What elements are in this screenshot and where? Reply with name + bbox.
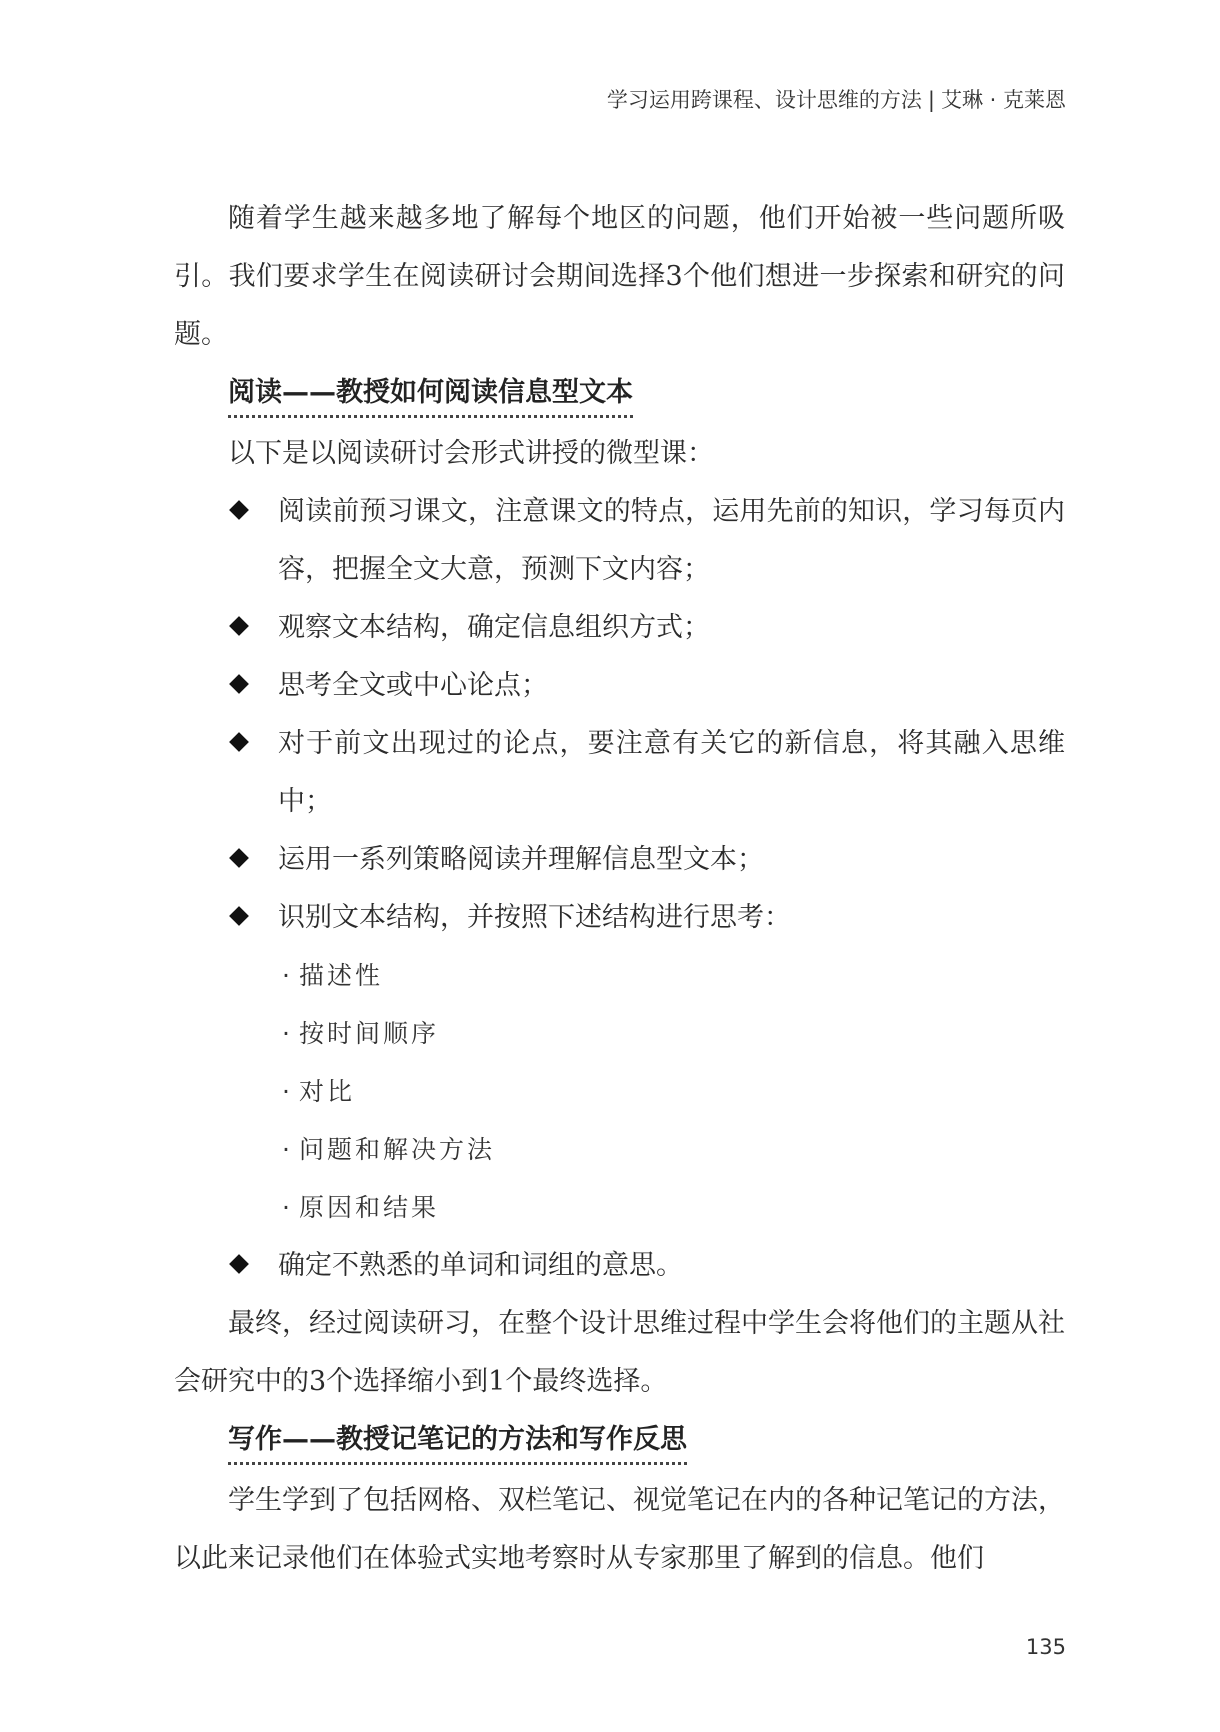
bullet-item (174, 599, 1065, 657)
bullet-item (174, 1237, 1065, 1295)
running-header (607, 84, 1066, 114)
sub-list-item (174, 947, 1065, 1005)
diamond-bullet-icon (229, 616, 249, 636)
bullet-text: 思考全文或中心论点； (278, 670, 548, 701)
paragraph-intro: 随着学生越来越多地了解每个地区的问题，他们开始被一些问题所吸引。我们要求学生在阅读研讨会期间选择3个他们想进一步探索和研究的问题。 (174, 203, 1065, 350)
sub-list-item (174, 1179, 1065, 1237)
sub-marker: · (282, 1077, 293, 1106)
sub-marker: · (282, 1019, 293, 1048)
reading-bullet-list (174, 483, 1065, 947)
diamond-bullet-icon (229, 500, 249, 520)
paragraph-writing: 学生学到了包括网格、双栏笔记、视觉笔记在内的各种记笔记的方法，以此来记录他们在体验式实地考察时从专家那里了解到的信息。他们 (174, 1485, 1065, 1574)
diamond-bullet-icon (229, 1254, 249, 1274)
bullet-text: 对于前文出现过的论点，要注意有关它的新信息，将其融入思维中； (278, 728, 1065, 817)
diamond-bullet-icon (229, 732, 249, 752)
diamond-bullet-icon (229, 906, 249, 926)
writing-section-heading: 写作——教授记笔记的方法和写作反思 (228, 1418, 687, 1465)
sub-list-item (174, 1005, 1065, 1063)
sub-list-item (174, 1121, 1065, 1179)
bullet-item (174, 831, 1065, 889)
body-text (174, 190, 1065, 1588)
header-title: 学习运用跨课程、设计思维的方法 (606, 88, 922, 112)
diamond-bullet-icon (229, 674, 249, 694)
final-bullet-list (174, 1237, 1065, 1295)
reading-intro: 以下是以阅读研讨会形式讲授的微型课： (228, 438, 714, 469)
sub-marker: · (282, 961, 293, 990)
header-author: 艾琳 · 克莱恩 (940, 88, 1066, 112)
paragraph-conclusion: 最终，经过阅读研习，在整个设计思维过程中学生会将他们的主题从社会研究中的3个选择缩小到1个最终选择。 (174, 1308, 1065, 1397)
bullet-item (174, 483, 1065, 599)
sub-item-text: 原因和结果 (298, 1193, 439, 1222)
sub-item-text: 对比 (298, 1077, 355, 1106)
page-number: 135 (1025, 1635, 1066, 1659)
bullet-item (174, 715, 1065, 831)
sub-item-text: 问题和解决方法 (298, 1135, 495, 1164)
header-separator: | (927, 88, 935, 112)
text-structure-list (174, 947, 1065, 1237)
sub-marker: · (282, 1193, 293, 1222)
sub-item-text: 描述性 (298, 961, 383, 990)
bullet-item (174, 657, 1065, 715)
bullet-text: 确定不熟悉的单词和词组的意思。 (278, 1250, 683, 1281)
bullet-text: 识别文本结构，并按照下述结构进行思考： (278, 902, 791, 933)
bullet-text: 阅读前预习课文，注意课文的特点，运用先前的知识，学习每页内容，把握全文大意，预测下文内容； (278, 496, 1065, 585)
bullet-item (174, 889, 1065, 947)
bullet-text: 观察文本结构，确定信息组织方式； (278, 612, 710, 643)
sub-marker: · (282, 1135, 293, 1164)
bullet-text: 运用一系列策略阅读并理解信息型文本； (278, 844, 764, 875)
diamond-bullet-icon (229, 848, 249, 868)
reading-section-heading: 阅读——教授如何阅读信息型文本 (228, 371, 633, 418)
sub-list-item (174, 1063, 1065, 1121)
sub-item-text: 按时间顺序 (298, 1019, 439, 1048)
